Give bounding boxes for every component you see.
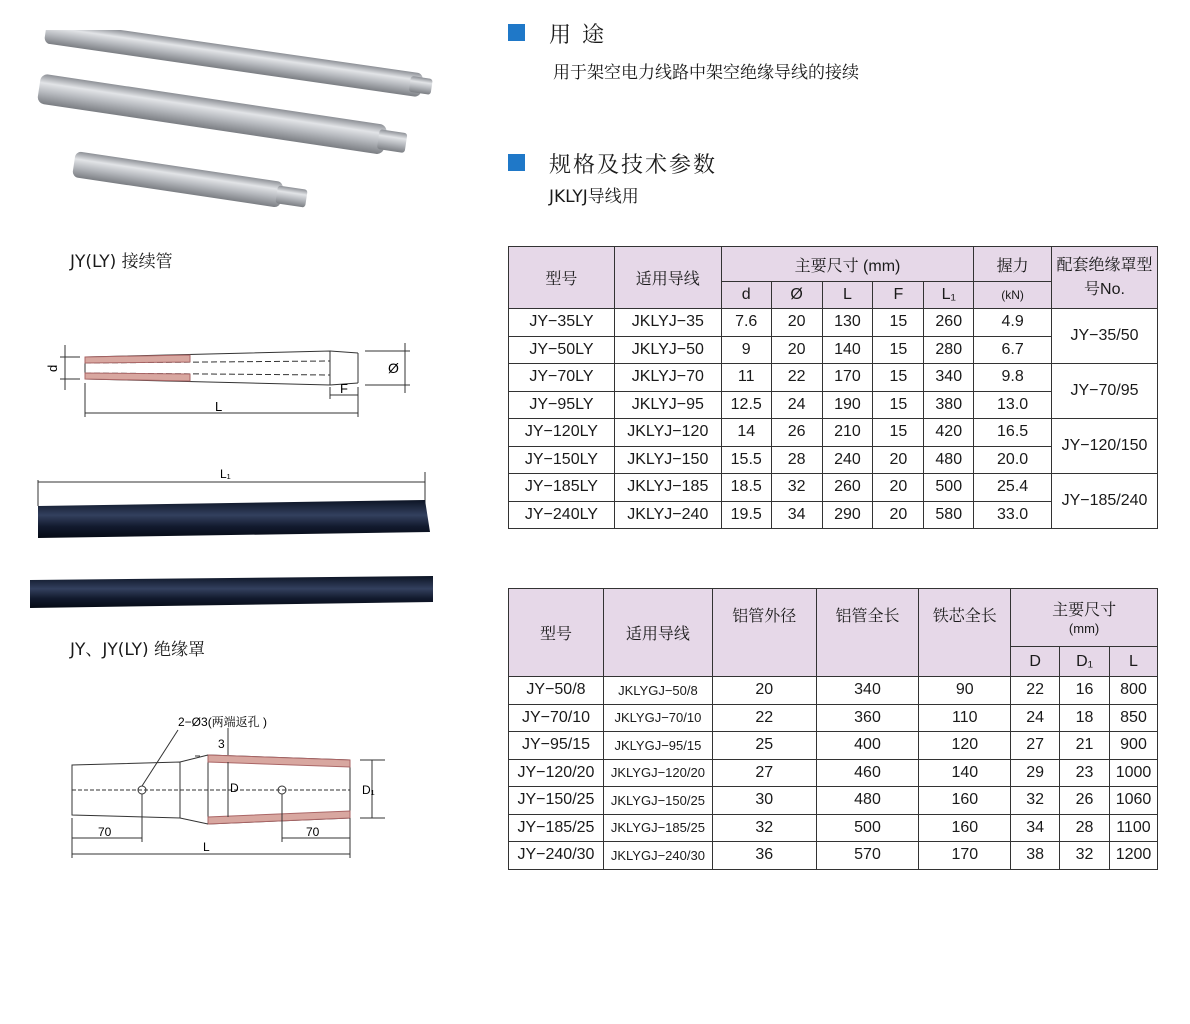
t1-h-model: 型号 bbox=[509, 247, 615, 309]
t1-cell: 260 bbox=[822, 474, 873, 502]
t1-sub-4: L₁ bbox=[924, 282, 974, 309]
t1-cell: 15 bbox=[873, 419, 924, 447]
t1-cell: 290 bbox=[822, 501, 873, 529]
hole-note: 2−Ø3(两端返孔 ) bbox=[178, 715, 268, 729]
t1-cell: JKLYJ−70 bbox=[614, 364, 721, 392]
t1-cell: 210 bbox=[822, 419, 873, 447]
t1-cell: JKLYJ−120 bbox=[614, 419, 721, 447]
cover-caption: JY、JY(LY) 绝缘罩 bbox=[70, 640, 206, 660]
t1-h-wire: 适用导线 bbox=[614, 247, 721, 309]
t2-cell: 170 bbox=[919, 842, 1011, 870]
cover-length-diagram bbox=[30, 462, 440, 542]
t1-cell: 34 bbox=[771, 501, 822, 529]
t1-cell: 9 bbox=[721, 336, 771, 364]
t1-cell: JKLYJ−185 bbox=[614, 474, 721, 502]
dim-o-label: Ø bbox=[388, 360, 399, 376]
t2-cell: 32 bbox=[1060, 842, 1110, 870]
t2-cell: 1060 bbox=[1109, 787, 1157, 815]
t2-cell: JKLYGJ−150/25 bbox=[603, 787, 712, 815]
t2-cell: JY−150/25 bbox=[509, 787, 604, 815]
t2-cell: JY−240/30 bbox=[509, 842, 604, 870]
t2-sub-2: L bbox=[1109, 647, 1157, 677]
t1-cell: 480 bbox=[924, 446, 974, 474]
spec-table-2 bbox=[508, 588, 1158, 870]
spec-table-1 bbox=[508, 246, 1158, 529]
cover-photo bbox=[28, 572, 438, 614]
usage-title: 用 途 bbox=[549, 23, 606, 48]
table-row bbox=[509, 474, 1158, 502]
t2-cell: 36 bbox=[712, 842, 816, 870]
table-row bbox=[509, 364, 1158, 392]
t1-cell: JY−35LY bbox=[509, 309, 615, 337]
t1-cell: 15 bbox=[873, 391, 924, 419]
t1-sub-2: L bbox=[822, 282, 873, 309]
t2-h-dims: 主要尺寸 (mm) bbox=[1011, 589, 1158, 647]
t2-h-wire: 适用导线 bbox=[603, 589, 712, 677]
t1-cell: 12.5 bbox=[721, 391, 771, 419]
t2-cell: 1200 bbox=[1109, 842, 1157, 870]
t2-cell: 480 bbox=[816, 787, 919, 815]
t2-cell: 29 bbox=[1011, 759, 1060, 787]
t2-cell: 26 bbox=[1060, 787, 1110, 815]
t1-cell: 4.9 bbox=[974, 309, 1052, 337]
t1-cell: JKLYJ−240 bbox=[614, 501, 721, 529]
spec-bullet-icon bbox=[508, 154, 525, 171]
t1-cell: 26 bbox=[771, 419, 822, 447]
pipe-photo bbox=[30, 30, 450, 240]
spec-title: 规格及技术参数 bbox=[549, 153, 718, 178]
dim-D1-label: D₁ bbox=[362, 783, 375, 797]
t2-cell: 32 bbox=[712, 814, 816, 842]
table-row bbox=[509, 814, 1158, 842]
t2-cell: 140 bbox=[919, 759, 1011, 787]
t1-h-dims: 主要尺寸 (mm) bbox=[721, 247, 973, 282]
steel-splice-diagram bbox=[60, 710, 400, 870]
t2-cell: 24 bbox=[1011, 704, 1060, 732]
table-row bbox=[509, 677, 1158, 705]
t1-cell: JY−50LY bbox=[509, 336, 615, 364]
t2-cell: 25 bbox=[712, 732, 816, 760]
t2-cell: 90 bbox=[919, 677, 1011, 705]
dim-F-label: F bbox=[340, 381, 348, 396]
table-row bbox=[509, 732, 1158, 760]
t2-cell: 27 bbox=[1011, 732, 1060, 760]
t2-cell: 1100 bbox=[1109, 814, 1157, 842]
usage-desc: 用于架空电力线路中架空绝缘导线的接续 bbox=[553, 63, 859, 83]
t2-cell: JY−70/10 bbox=[509, 704, 604, 732]
table-row bbox=[509, 704, 1158, 732]
t1-cell: 240 bbox=[822, 446, 873, 474]
t1-cell: 580 bbox=[924, 501, 974, 529]
t2-cell: JKLYGJ−50/8 bbox=[603, 677, 712, 705]
t1-cell: JY−120LY bbox=[509, 419, 615, 447]
t2-h-model: 型号 bbox=[509, 589, 604, 677]
t2-cell: 900 bbox=[1109, 732, 1157, 760]
t2-cell: 570 bbox=[816, 842, 919, 870]
t2-h-len: 铝管全长 bbox=[816, 589, 919, 677]
t2-cell: 400 bbox=[816, 732, 919, 760]
t1-cell: JKLYJ−150 bbox=[614, 446, 721, 474]
dim-d-label: d bbox=[45, 364, 60, 372]
t2-cell: JKLYGJ−70/10 bbox=[603, 704, 712, 732]
t1-cell: JKLYJ−95 bbox=[614, 391, 721, 419]
t1-cell: 260 bbox=[924, 309, 974, 337]
t2-cell: 30 bbox=[712, 787, 816, 815]
t1-cell: 32 bbox=[771, 474, 822, 502]
t2-cell: 34 bbox=[1011, 814, 1060, 842]
t1-cell: 20 bbox=[771, 336, 822, 364]
t1-cell: JY−150LY bbox=[509, 446, 615, 474]
t1-cell: 20 bbox=[873, 501, 924, 529]
dim-70-right: 70 bbox=[306, 825, 320, 839]
t2-cell: 460 bbox=[816, 759, 919, 787]
t2-cell: 120 bbox=[919, 732, 1011, 760]
t1-cell: 170 bbox=[822, 364, 873, 392]
t2-cell: 22 bbox=[712, 704, 816, 732]
t1-cell: JY−185LY bbox=[509, 474, 615, 502]
t1-cell: 15 bbox=[873, 364, 924, 392]
dim-70-left: 70 bbox=[98, 825, 112, 839]
t1-cell: 420 bbox=[924, 419, 974, 447]
t1-cell: 11 bbox=[721, 364, 771, 392]
t1-cell: JY−70LY bbox=[509, 364, 615, 392]
dim-L1-label: L₁ bbox=[220, 467, 231, 481]
t2-cell: 22 bbox=[1011, 677, 1060, 705]
t2-cell: 160 bbox=[919, 814, 1011, 842]
t2-cell: 800 bbox=[1109, 677, 1157, 705]
t1-cell: 20.0 bbox=[974, 446, 1052, 474]
t2-cell: 360 bbox=[816, 704, 919, 732]
t1-cover-cell: JY−35/50 bbox=[1052, 309, 1158, 364]
t2-cell: 32 bbox=[1011, 787, 1060, 815]
t1-cell: 15 bbox=[873, 336, 924, 364]
t1-h-force: 握力 bbox=[974, 247, 1052, 282]
t1-cover-cell: JY−70/95 bbox=[1052, 364, 1158, 419]
t1-cell: 13.0 bbox=[974, 391, 1052, 419]
t1-cell: 7.6 bbox=[721, 309, 771, 337]
t1-h-cover: 配套绝缘罩型号No. bbox=[1052, 247, 1158, 309]
t2-cell: 160 bbox=[919, 787, 1011, 815]
t2-cell: 340 bbox=[816, 677, 919, 705]
t2-cell: 21 bbox=[1060, 732, 1110, 760]
t1-cell: 16.5 bbox=[974, 419, 1052, 447]
spec-sub: JKLYJ导线用 bbox=[549, 187, 639, 207]
t1-cell: 140 bbox=[822, 336, 873, 364]
t1-sub-3: F bbox=[873, 282, 924, 309]
pipe-diagram bbox=[40, 335, 420, 425]
t2-cell: 18 bbox=[1060, 704, 1110, 732]
dim-L-bottom: L bbox=[203, 840, 210, 854]
t1-cell: 20 bbox=[873, 446, 924, 474]
t1-h-force-unit: (kN) bbox=[974, 282, 1052, 309]
t1-cell: 14 bbox=[721, 419, 771, 447]
t2-cell: JY−50/8 bbox=[509, 677, 604, 705]
t2-cell: 1000 bbox=[1109, 759, 1157, 787]
t2-cell: 27 bbox=[712, 759, 816, 787]
t1-cell: JY−240LY bbox=[509, 501, 615, 529]
t1-cell: 22 bbox=[771, 364, 822, 392]
t1-cell: JKLYJ−35 bbox=[614, 309, 721, 337]
dim-D-label: D bbox=[230, 781, 239, 795]
t1-cell: 28 bbox=[771, 446, 822, 474]
t2-cell: 850 bbox=[1109, 704, 1157, 732]
t1-cell: 500 bbox=[924, 474, 974, 502]
t2-cell: JY−95/15 bbox=[509, 732, 604, 760]
t1-cell: 6.7 bbox=[974, 336, 1052, 364]
t1-cell: 9.8 bbox=[974, 364, 1052, 392]
t1-cell: 15 bbox=[873, 309, 924, 337]
t2-cell: JKLYGJ−120/20 bbox=[603, 759, 712, 787]
t1-cell: 15.5 bbox=[721, 446, 771, 474]
t2-cell: 110 bbox=[919, 704, 1011, 732]
t1-cell: 190 bbox=[822, 391, 873, 419]
t2-cell: 23 bbox=[1060, 759, 1110, 787]
usage-bullet-icon bbox=[508, 24, 525, 41]
t1-sub-1: Ø bbox=[771, 282, 822, 309]
t2-cell: JY−185/25 bbox=[509, 814, 604, 842]
t1-cell: 19.5 bbox=[721, 501, 771, 529]
pipe-caption: JY(LY) 接续管 bbox=[70, 252, 173, 272]
t1-cell: 33.0 bbox=[974, 501, 1052, 529]
dim-L-label: L bbox=[215, 399, 223, 414]
t1-cell: 130 bbox=[822, 309, 873, 337]
t2-cell: JY−120/20 bbox=[509, 759, 604, 787]
t1-cell: 20 bbox=[873, 474, 924, 502]
t1-cell: 380 bbox=[924, 391, 974, 419]
t2-cell: JKLYGJ−240/30 bbox=[603, 842, 712, 870]
table-row bbox=[509, 309, 1158, 337]
t2-cell: 28 bbox=[1060, 814, 1110, 842]
t1-cell: 24 bbox=[771, 391, 822, 419]
t2-h-od: 铝管外径 bbox=[712, 589, 816, 677]
t1-cover-cell: JY−185/240 bbox=[1052, 474, 1158, 529]
t1-cell: 20 bbox=[771, 309, 822, 337]
t1-cell: 25.4 bbox=[974, 474, 1052, 502]
t2-cell: 500 bbox=[816, 814, 919, 842]
table-row bbox=[509, 419, 1158, 447]
t2-cell: JKLYGJ−95/15 bbox=[603, 732, 712, 760]
table-row bbox=[509, 787, 1158, 815]
t2-cell: 38 bbox=[1011, 842, 1060, 870]
t2-sub-0: D bbox=[1011, 647, 1060, 677]
t1-cell: 340 bbox=[924, 364, 974, 392]
t2-cell: 20 bbox=[712, 677, 816, 705]
t2-h-core: 铁芯全长 bbox=[919, 589, 1011, 677]
t1-cover-cell: JY−120/150 bbox=[1052, 419, 1158, 474]
t2-sub-1: D₁ bbox=[1060, 647, 1110, 677]
t2-cell: 16 bbox=[1060, 677, 1110, 705]
table-row bbox=[509, 759, 1158, 787]
table-row bbox=[509, 842, 1158, 870]
t1-cell: 280 bbox=[924, 336, 974, 364]
t1-cell: JY−95LY bbox=[509, 391, 615, 419]
t1-sub-0: d bbox=[721, 282, 771, 309]
dim-3-label: 3 bbox=[218, 737, 225, 751]
t2-cell: JKLYGJ−185/25 bbox=[603, 814, 712, 842]
t1-cell: JKLYJ−50 bbox=[614, 336, 721, 364]
t1-cell: 18.5 bbox=[721, 474, 771, 502]
